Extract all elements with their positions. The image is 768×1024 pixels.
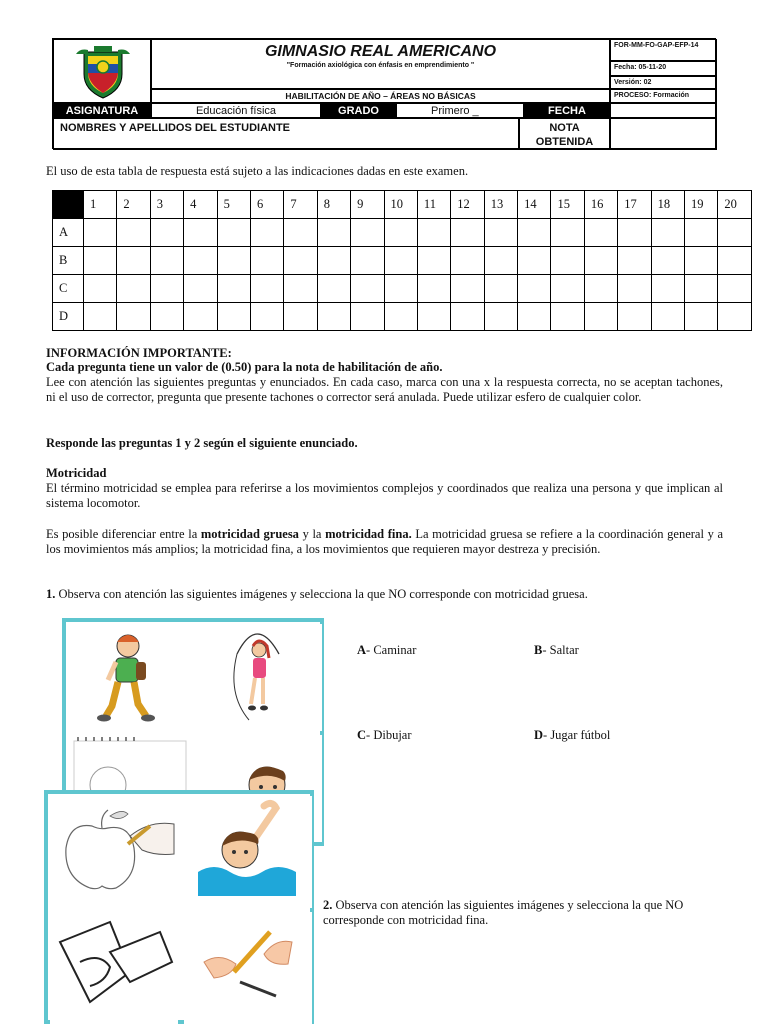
answer-grid-col-header: 13 xyxy=(484,191,517,219)
answer-cell[interactable] xyxy=(618,303,651,331)
answer-grid-row-label: C xyxy=(53,275,84,303)
fecha-field[interactable] xyxy=(610,103,717,118)
answer-cell[interactable] xyxy=(317,303,350,331)
answer-cell[interactable] xyxy=(384,219,417,247)
answer-cell[interactable] xyxy=(718,219,752,247)
answer-cell[interactable] xyxy=(551,247,584,275)
answer-grid-header xyxy=(53,191,752,219)
answer-grid-col-header: 16 xyxy=(584,191,617,219)
answer-cell[interactable] xyxy=(217,247,250,275)
doc-code: FOR-MM-FO-GAP-EFP-14 xyxy=(610,39,717,61)
student-name-field[interactable] xyxy=(53,118,519,150)
answer-grid-col-header: 4 xyxy=(184,191,217,219)
answer-cell[interactable] xyxy=(250,219,283,247)
answer-cell[interactable] xyxy=(618,275,651,303)
answer-cell[interactable] xyxy=(84,247,117,275)
answer-cell[interactable] xyxy=(351,275,384,303)
swimming-boy-icon xyxy=(184,796,312,908)
answer-grid-col-header: 11 xyxy=(417,191,450,219)
answer-cell[interactable] xyxy=(417,219,450,247)
school-motto: "Formación axiológica con énfasis en emprendimiento " xyxy=(286,62,475,69)
answer-cell[interactable] xyxy=(718,303,752,331)
answer-grid-row xyxy=(53,303,752,331)
answer-cell[interactable] xyxy=(217,303,250,331)
answer-cell[interactable] xyxy=(451,247,484,275)
topic-definition: El término motricidad se emplea para referirse a los movimientos complejos y coordinados que realiza una persona y que implican al sistema locomotor. xyxy=(46,481,723,510)
exam-subtitle: HABILITACIÓN DE AÑO – ÁREAS NO BÁSICAS xyxy=(151,89,610,103)
asignatura-value: Educación física xyxy=(151,103,321,118)
walking-boy-icon xyxy=(68,624,193,731)
instructions: Lee con atención las siguientes preguntas y enunciados. En cada caso, marca con una x la respuesta correcta, no se aceptan tachones, ni el uso de corrector, pregunta que presente tachones o corrector será anulada. Puede utilizar esfero de cualquier color. xyxy=(46,375,723,404)
answer-grid-corner xyxy=(53,191,84,219)
question-1: 1. Observa con atención las siguientes imágenes y selecciona la que NO corresponde con motricidad gruesa. xyxy=(46,587,588,601)
doc-process: PROCESO: Formación xyxy=(610,89,717,103)
answer-cell[interactable] xyxy=(317,247,350,275)
answer-cell[interactable] xyxy=(351,219,384,247)
answer-cell[interactable] xyxy=(551,275,584,303)
q1-option-a[interactable]: A- Caminar xyxy=(357,643,417,657)
school-name: GIMNASIO REAL AMERICANO xyxy=(264,43,497,60)
answer-cell[interactable] xyxy=(284,219,317,247)
answer-cell[interactable] xyxy=(584,247,617,275)
answer-grid-col-header: 9 xyxy=(351,191,384,219)
answer-cell[interactable] xyxy=(351,247,384,275)
answer-cell[interactable] xyxy=(384,247,417,275)
q1-option-b[interactable]: B- Saltar xyxy=(534,643,579,657)
answer-cell[interactable] xyxy=(184,247,217,275)
answer-grid-row xyxy=(53,219,752,247)
answer-cell[interactable] xyxy=(417,275,450,303)
answer-cell[interactable] xyxy=(451,303,484,331)
answer-cell[interactable] xyxy=(84,303,117,331)
answer-cell[interactable] xyxy=(518,247,551,275)
title-cell xyxy=(151,39,610,89)
answer-cell[interactable] xyxy=(618,219,651,247)
answer-cell[interactable] xyxy=(584,219,617,247)
grado-label: GRADO xyxy=(321,103,396,118)
answer-cell[interactable] xyxy=(384,275,417,303)
answer-cell[interactable] xyxy=(651,275,684,303)
answer-grid-col-header: 20 xyxy=(718,191,752,219)
answer-cell[interactable] xyxy=(718,275,752,303)
question-2: 2. Observa con atención las siguientes imágenes y selecciona la que NO corresponde con motricidad fina. xyxy=(323,898,684,927)
grado-value: Primero _ xyxy=(396,103,524,118)
answer-grid-col-header: 8 xyxy=(317,191,350,219)
answer-cell[interactable] xyxy=(150,219,183,247)
answer-cell[interactable] xyxy=(484,219,517,247)
answer-cell[interactable] xyxy=(384,303,417,331)
answer-grid-col-header: 3 xyxy=(150,191,183,219)
answer-cell[interactable] xyxy=(250,275,283,303)
answer-grid-col-header: 1 xyxy=(84,191,117,219)
answer-grid-col-header: 19 xyxy=(685,191,718,219)
section-intro: Responde las preguntas 1 y 2 según el siguiente enunciado. xyxy=(46,436,358,450)
answer-cell[interactable] xyxy=(284,275,317,303)
answer-cell[interactable] xyxy=(117,247,150,275)
answer-cell[interactable] xyxy=(685,247,718,275)
jump-rope-girl-icon xyxy=(197,624,322,731)
answer-grid-row-label: D xyxy=(53,303,84,331)
school-logo-icon xyxy=(54,40,152,104)
answer-cell[interactable] xyxy=(551,219,584,247)
answer-cell[interactable] xyxy=(551,303,584,331)
answer-grid-col-header: 7 xyxy=(284,191,317,219)
answer-grid-col-header: 14 xyxy=(518,191,551,219)
answer-grid-row xyxy=(53,247,752,275)
answer-cell[interactable] xyxy=(651,219,684,247)
answer-cell[interactable] xyxy=(84,219,117,247)
motricity-explanation: Es posible diferenciar entre la motricidad gruesa y la motricidad fina. La motricidad gruesa se refiere a la coordinación general y a los movimientos más amplios; la motricidad fina, a los movimientos que requieren mayor destreza y precisión. xyxy=(46,527,723,556)
doc-version: Versión: 02 xyxy=(610,76,717,89)
answer-cell[interactable] xyxy=(184,303,217,331)
answer-cell[interactable] xyxy=(651,303,684,331)
answer-cell[interactable] xyxy=(417,247,450,275)
answer-cell[interactable] xyxy=(117,275,150,303)
answer-cell[interactable] xyxy=(518,275,551,303)
answer-cell[interactable] xyxy=(484,247,517,275)
answer-grid-row-label: A xyxy=(53,219,84,247)
answer-cell[interactable] xyxy=(84,275,117,303)
value-line: Cada pregunta tiene un valor de (0.50) para la nota de habilitación de año. xyxy=(46,360,443,374)
answer-cell[interactable] xyxy=(451,219,484,247)
q1-option-d[interactable]: D- Jugar fútbol xyxy=(534,728,611,742)
answer-cell[interactable] xyxy=(685,303,718,331)
answer-cell[interactable] xyxy=(250,303,283,331)
answer-grid-col-header: 6 xyxy=(250,191,283,219)
fecha-label: FECHA xyxy=(524,103,610,118)
answer-cell[interactable] xyxy=(217,275,250,303)
answer-cell[interactable] xyxy=(451,275,484,303)
asignatura-label: ASIGNATURA xyxy=(53,103,151,118)
answer-cell[interactable] xyxy=(284,247,317,275)
answer-grid xyxy=(52,190,752,331)
answer-cell[interactable] xyxy=(317,219,350,247)
topic-title: Motricidad xyxy=(46,466,107,480)
answer-grid-col-header: 18 xyxy=(651,191,684,219)
answer-cell[interactable] xyxy=(584,303,617,331)
answer-cell[interactable] xyxy=(150,303,183,331)
answer-cell[interactable] xyxy=(685,219,718,247)
answer-cell[interactable] xyxy=(651,247,684,275)
info-heading: INFORMACIÓN IMPORTANTE: xyxy=(46,346,232,360)
answer-cell[interactable] xyxy=(484,275,517,303)
answer-cell[interactable] xyxy=(518,219,551,247)
answer-cell[interactable] xyxy=(250,247,283,275)
nota-label: NOTA OBTENIDA xyxy=(519,118,610,150)
answer-grid-col-header: 15 xyxy=(551,191,584,219)
answer-cell[interactable] xyxy=(718,247,752,275)
q1-option-c[interactable]: C- Dibujar xyxy=(357,728,412,742)
answer-cell[interactable] xyxy=(317,275,350,303)
answer-cell[interactable] xyxy=(685,275,718,303)
header-table xyxy=(52,38,716,149)
nota-field[interactable] xyxy=(610,118,717,150)
answer-cell[interactable] xyxy=(117,303,150,331)
answer-cell[interactable] xyxy=(484,303,517,331)
answer-cell[interactable] xyxy=(518,303,551,331)
answer-cell[interactable] xyxy=(150,247,183,275)
doc-date: Fecha: 05-11-20 xyxy=(610,61,717,76)
answer-cell[interactable] xyxy=(150,275,183,303)
student-name-label: NOMBRES Y APELLIDOS DEL ESTUDIANTE xyxy=(60,122,291,134)
answer-cell[interactable] xyxy=(284,303,317,331)
question-2-image-panel xyxy=(44,790,314,1024)
answer-cell[interactable] xyxy=(351,303,384,331)
answer-cell[interactable] xyxy=(618,247,651,275)
answer-grid-col-header: 17 xyxy=(618,191,651,219)
pencil-hands-icon xyxy=(184,912,312,1024)
answer-cell[interactable] xyxy=(584,275,617,303)
answer-cell[interactable] xyxy=(217,219,250,247)
answer-cell[interactable] xyxy=(117,219,150,247)
answer-grid-col-header: 2 xyxy=(117,191,150,219)
answer-grid-row-label: B xyxy=(53,247,84,275)
answer-sheet-note: El uso de esta tabla de respuesta está sujeto a las indicaciones dadas en este examen. xyxy=(46,164,469,178)
logo-cell xyxy=(53,39,151,103)
answer-grid-col-header: 5 xyxy=(217,191,250,219)
apple-drawing-icon xyxy=(50,796,178,908)
answer-grid-col-header: 10 xyxy=(384,191,417,219)
cutting-paper-icon xyxy=(50,912,178,1024)
answer-grid-col-header: 12 xyxy=(451,191,484,219)
answer-cell[interactable] xyxy=(184,219,217,247)
answer-cell[interactable] xyxy=(417,303,450,331)
answer-cell[interactable] xyxy=(184,275,217,303)
answer-grid-row xyxy=(53,275,752,303)
